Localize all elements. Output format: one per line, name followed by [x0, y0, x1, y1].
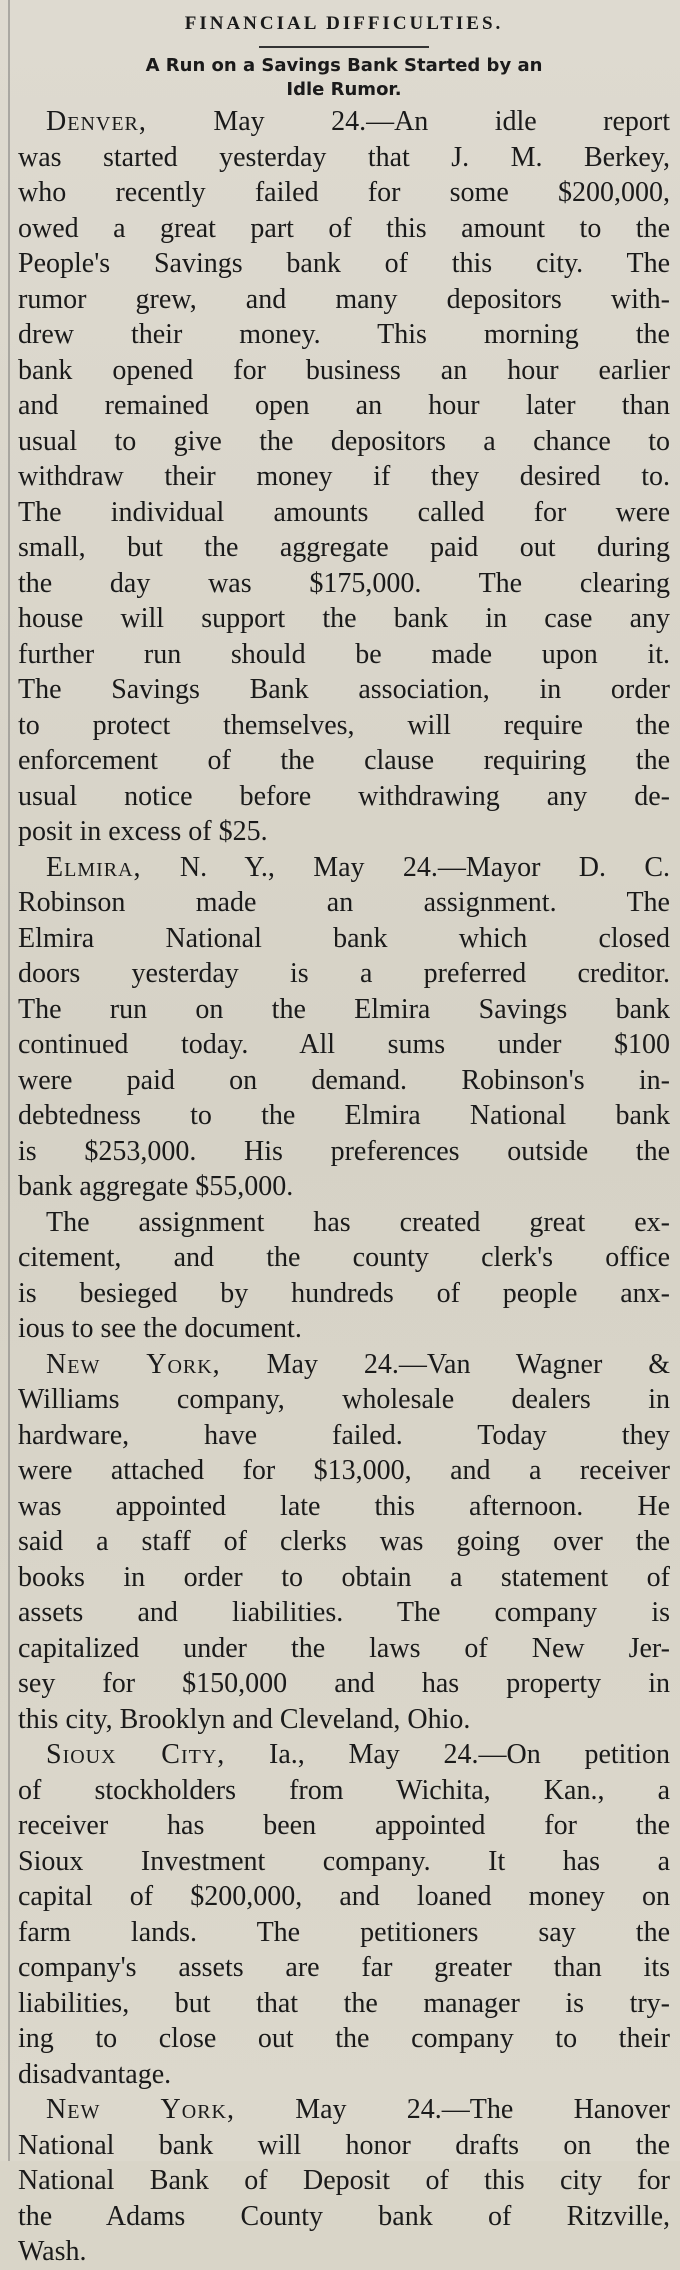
line-text: and remained open an hour later than — [18, 390, 670, 421]
article-line — [18, 2021, 670, 2057]
line-text: rumor grew, and many depositors with- — [18, 283, 670, 315]
article-line — [18, 1205, 670, 1241]
article-line — [18, 814, 670, 850]
article-line — [18, 459, 670, 495]
article-line — [18, 1844, 670, 1880]
article-line — [18, 708, 670, 744]
article-line — [18, 104, 670, 140]
subheadline-line-2: Idle Rumor. — [286, 79, 402, 100]
line-text: company's assets are far greater than its — [18, 1952, 670, 1983]
article-paragraph — [18, 1205, 670, 1347]
article-line — [18, 1134, 670, 1170]
line-text: farm lands. The petitioners say the — [18, 1916, 670, 1948]
dateline: Denver, — [46, 106, 147, 137]
line-text: usual to give the depositors a chance to — [18, 425, 670, 457]
line-text: house will support the bank in case any — [18, 603, 670, 634]
dateline: Sioux City, — [46, 1739, 226, 1770]
line-text: is besieged by hundreds of people anx- — [18, 1277, 670, 1309]
article-line — [18, 282, 670, 318]
article-line — [18, 921, 670, 957]
line-text: the Adams County bank of Ritzville, — [18, 2200, 670, 2232]
article-line — [18, 424, 670, 460]
article-line — [18, 1595, 670, 1631]
column-rule — [8, 0, 10, 2161]
article-line — [18, 1276, 670, 1312]
headline: FINANCIAL DIFFICULTIES. — [184, 13, 504, 34]
article-line — [18, 2057, 670, 2093]
article-body — [18, 104, 670, 2270]
article-line — [18, 1098, 670, 1134]
article-line — [18, 637, 670, 673]
article-line — [18, 1489, 670, 1525]
line-text: Elmira National bank which closed — [18, 922, 670, 954]
line-text: capitalized under the laws of New Jer- — [18, 1632, 670, 1664]
line-text: ing to close out the company to their — [18, 2023, 670, 2054]
article-line — [18, 388, 670, 424]
article-line — [18, 1915, 670, 1951]
article-line — [18, 1063, 670, 1099]
article-line — [18, 992, 670, 1028]
line-text: is $253,000. His preferences outside the — [18, 1135, 670, 1167]
article-paragraph — [18, 2092, 670, 2270]
line-text: citement, and the county clerk's office — [18, 1242, 670, 1273]
article-line — [18, 1240, 670, 1276]
line-text: liabilities, but that the manager is try- — [18, 1987, 670, 2019]
dateline: New York, — [46, 1348, 221, 1380]
article-line — [18, 353, 670, 389]
subheadline — [18, 54, 670, 102]
article-line — [18, 956, 670, 992]
line-text: Williams company, wholesale dealers in — [18, 1384, 670, 1415]
line-text: doors yesterday is a preferred creditor. — [18, 958, 670, 989]
article-line — [18, 850, 670, 886]
article-line — [18, 1453, 670, 1489]
line-text: owed a great part of this amount to the — [18, 212, 670, 244]
line-text: The individual amounts called for were — [18, 496, 670, 528]
line-text: was appointed late this afternoon. He — [18, 1490, 670, 1522]
article-line — [18, 743, 670, 779]
line-text: this city, Brooklyn and Cleveland, Ohio. — [18, 1703, 471, 1735]
article-line — [18, 1986, 670, 2022]
line-text: The Savings Bank association, in order — [18, 674, 670, 705]
line-text: N. Y., May 24.—Mayor D. C. — [141, 851, 670, 883]
line-text: further run should be made upon it. — [18, 638, 670, 670]
line-text: bank aggregate $55,000. — [18, 1171, 294, 1202]
line-text: assets and liabilities. The company is — [18, 1597, 670, 1628]
article-line — [18, 2163, 670, 2199]
line-text: receiver has been appointed for the — [18, 1810, 670, 1841]
article-line — [18, 1311, 670, 1347]
line-text: Sioux Investment company. It has a — [18, 1845, 670, 1877]
line-text: Ia., May 24.—On petition — [225, 1739, 670, 1770]
line-text: were paid on demand. Robinson's in- — [18, 1064, 670, 1096]
line-text: withdraw their money if they desired to. — [18, 461, 670, 492]
article-line — [18, 175, 670, 211]
line-text: ious to see the document. — [18, 1313, 302, 1344]
article-line — [18, 1950, 670, 1986]
line-text: the day was $175,000. The clearing — [18, 567, 670, 599]
article-line — [18, 1737, 670, 1773]
headline-divider — [259, 46, 429, 48]
line-text: National bank will honor drafts on the — [18, 2129, 670, 2161]
subheadline-line-1: A Run on a Savings Bank Started by an — [145, 55, 543, 76]
line-text: capital of $200,000, and loaned money on — [18, 1881, 670, 1912]
line-text: bank opened for business an hour earlier — [18, 354, 670, 386]
line-text: continued today. All sums under $100 — [18, 1029, 670, 1060]
line-text: The run on the Elmira Savings bank — [18, 993, 670, 1025]
article-line — [18, 566, 670, 602]
article-line — [18, 2199, 670, 2235]
article-line — [18, 1524, 670, 1560]
article-line — [18, 2234, 670, 2270]
article-line — [18, 530, 670, 566]
article-line — [18, 495, 670, 531]
line-text: of stockholders from Wichita, Kan., a — [18, 1774, 670, 1806]
line-text: disadvantage. — [18, 2058, 172, 2090]
article-line — [18, 1560, 670, 1596]
article-line — [18, 601, 670, 637]
line-text: debtedness to the Elmira National bank — [18, 1100, 670, 1131]
line-text: hardware, have failed. Today they — [18, 1419, 670, 1451]
article-paragraph — [18, 850, 670, 1205]
line-text: May 24.—Van Wagner & — [220, 1348, 670, 1380]
article-line — [18, 672, 670, 708]
article-line — [18, 1382, 670, 1418]
line-text: May 24.—The Hanover — [234, 2094, 670, 2125]
article-line — [18, 1879, 670, 1915]
article-paragraph — [18, 104, 670, 850]
line-text: books in order to obtain a statement of — [18, 1561, 670, 1593]
line-text: to protect themselves, will require the — [18, 709, 670, 741]
article-line — [18, 1808, 670, 1844]
article-line — [18, 1027, 670, 1063]
article-line — [18, 317, 670, 353]
article-line — [18, 1773, 670, 1809]
article-line — [18, 885, 670, 921]
article-line — [18, 1631, 670, 1667]
line-text: drew their money. This morning the — [18, 319, 670, 350]
line-text: enforcement of the clause requiring the — [18, 745, 670, 776]
article-line — [18, 2092, 670, 2128]
line-text: usual notice before withdrawing any de- — [18, 780, 670, 812]
dateline: Elmira, — [46, 851, 142, 883]
line-text: The assignment has created great ex- — [46, 1206, 670, 1238]
article-line — [18, 1418, 670, 1454]
line-text: said a staff of clerks was going over the — [18, 1526, 670, 1557]
article-line — [18, 1702, 670, 1738]
line-text: Wash. — [18, 2236, 87, 2267]
line-text: sey for $150,000 and has property in — [18, 1668, 670, 1699]
line-text: Robinson made an assignment. The — [18, 887, 670, 918]
line-text: who recently failed for some $200,000, — [18, 177, 670, 208]
article-line — [18, 779, 670, 815]
line-text: was started yesterday that J. M. Berkey, — [18, 141, 670, 173]
line-text: small, but the aggregate paid out during — [18, 532, 670, 563]
article-line — [18, 1347, 670, 1383]
line-text: posit in excess of $25. — [18, 816, 268, 847]
article-paragraph — [18, 1347, 670, 1738]
article-line — [18, 246, 670, 282]
article-line — [18, 1169, 670, 1205]
dateline: New York, — [46, 2094, 235, 2125]
article-line — [18, 2128, 670, 2164]
article-line — [18, 1666, 670, 1702]
article-line — [18, 140, 670, 176]
article-paragraph — [18, 1737, 670, 2092]
line-text: May 24.—An idle report — [146, 106, 670, 137]
article-line — [18, 211, 670, 247]
line-text: People's Savings bank of this city. The — [18, 248, 670, 279]
line-text: National Bank of Deposit of this city for — [18, 2165, 670, 2196]
line-text: were attached for $13,000, and a receiver — [18, 1455, 670, 1486]
